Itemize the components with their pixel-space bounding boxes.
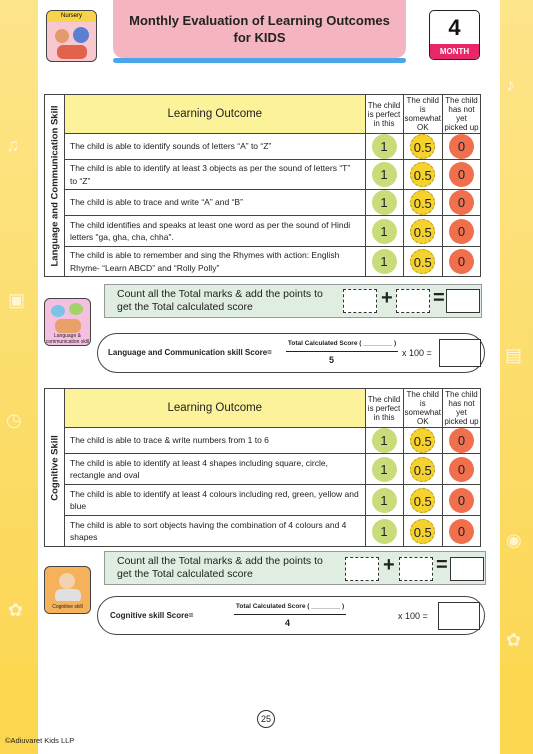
score-1-circle[interactable]: 1 bbox=[372, 162, 397, 187]
table-row bbox=[45, 247, 481, 277]
thumbnail-caption: Language & communication skill bbox=[45, 333, 90, 345]
month-number: 4 bbox=[448, 15, 461, 40]
score-0-circle[interactable]: 0 bbox=[449, 488, 474, 513]
music-note-icon: ♫ bbox=[6, 135, 20, 155]
score-0-circle[interactable]: 0 bbox=[449, 190, 474, 215]
month-label: MONTH bbox=[430, 44, 479, 59]
table-row bbox=[45, 190, 481, 216]
score-input-box-2[interactable] bbox=[399, 557, 433, 581]
thumbnail-caption: Cognitive skill bbox=[45, 601, 90, 613]
car-icon: ◉ bbox=[506, 530, 522, 550]
plus-sign: + bbox=[383, 554, 395, 576]
left-decorative-band bbox=[0, 0, 38, 754]
skill-side-label: Language and Communication Skill bbox=[45, 95, 65, 277]
language-score-formula bbox=[97, 333, 485, 373]
count-instruction-text: Count all the Total marks & add the points to get the Total calculated score bbox=[117, 555, 323, 580]
month-badge bbox=[429, 10, 480, 60]
score-half-circle[interactable]: 0.5 bbox=[410, 162, 435, 187]
table-row bbox=[45, 428, 481, 454]
score-half-circle[interactable]: 0.5 bbox=[410, 249, 435, 274]
score-0-circle[interactable]: 0 bbox=[449, 134, 474, 159]
score-1-circle[interactable]: 1 bbox=[372, 249, 397, 274]
formula-numerator: Total Calculated Score ( ________ ) bbox=[235, 603, 345, 610]
score-half-circle[interactable]: 0.5 bbox=[410, 519, 435, 544]
score-0-circle[interactable]: 0 bbox=[449, 457, 474, 482]
col-header-not-yet: The child has not yet picked up bbox=[444, 96, 479, 132]
flower-icon: ✿ bbox=[8, 600, 24, 620]
score-half-circle[interactable]: 0.5 bbox=[410, 488, 435, 513]
formula-multiplier: x 100 = bbox=[402, 348, 432, 358]
formula-label: Cognitive skill Score= bbox=[110, 611, 194, 620]
total-input-box[interactable] bbox=[446, 289, 480, 313]
score-input-box-1[interactable] bbox=[345, 557, 379, 581]
formula-denominator: 5 bbox=[329, 355, 335, 365]
score-1-circle[interactable]: 1 bbox=[372, 519, 397, 544]
learning-outcome-text: The child is able to remember and sing the Rhymes with action: English Rhyme- “Learn ABCD” and “Rolly Polly” bbox=[65, 247, 366, 277]
learning-outcome-text: The child is able to sort objects having the combination of 4 colours and 4 shapes bbox=[65, 516, 366, 547]
book-icon: ▤ bbox=[505, 345, 523, 365]
page-title bbox=[113, 12, 406, 46]
score-half-circle[interactable]: 0.5 bbox=[410, 428, 435, 453]
table-row bbox=[45, 485, 481, 516]
language-evaluation-table bbox=[44, 94, 481, 277]
col-header-not-yet: The child has not yet picked up bbox=[444, 390, 479, 426]
flower-icon: ✿ bbox=[506, 630, 522, 650]
score-1-circle[interactable]: 1 bbox=[372, 219, 397, 244]
score-1-circle[interactable]: 1 bbox=[372, 488, 397, 513]
table-row bbox=[45, 160, 481, 190]
col-header-perfect: The child is perfect in this bbox=[365, 389, 403, 428]
title-line-1: Monthly Evaluation of Learning Outcomes bbox=[129, 13, 390, 28]
score-0-circle[interactable]: 0 bbox=[449, 428, 474, 453]
learning-outcome-text: The child is able to identify at least 4 colours including red, green, yellow and blue bbox=[65, 485, 366, 516]
table-row bbox=[45, 134, 481, 160]
score-1-circle[interactable]: 1 bbox=[372, 134, 397, 159]
score-answer-box[interactable] bbox=[438, 602, 480, 630]
col-header-ok: The child is somewhat OK bbox=[404, 96, 441, 132]
col-header-perfect: The child is perfect in this bbox=[365, 95, 403, 134]
formula-label: Language and Communication skill Score= bbox=[108, 348, 272, 357]
score-1-circle[interactable]: 1 bbox=[372, 190, 397, 215]
score-0-circle[interactable]: 0 bbox=[449, 219, 474, 244]
cognitive-score-formula bbox=[97, 596, 485, 635]
table-header: Learning Outcome bbox=[65, 95, 366, 134]
learning-outcome-text: The child is able to identify at least 3 objects as per the sound of letters “T” to “Z” bbox=[65, 160, 366, 190]
formula-denominator: 4 bbox=[285, 618, 291, 628]
table-row bbox=[45, 454, 481, 485]
learning-outcome-text: The child is able to identify at least 4 shapes including square, circle, rectangle and oval bbox=[65, 454, 366, 485]
abc-block-icon: ▣ bbox=[8, 290, 26, 310]
score-half-circle[interactable]: 0.5 bbox=[410, 457, 435, 482]
music-note-icon: ♪ bbox=[506, 75, 515, 95]
cognitive-skill-thumbnail bbox=[44, 566, 91, 614]
clock-icon: ◷ bbox=[6, 410, 22, 430]
score-0-circle[interactable]: 0 bbox=[449, 162, 474, 187]
total-input-box[interactable] bbox=[450, 557, 484, 581]
learning-outcome-text: The child is able to identify sounds of letters “A” to “Z” bbox=[65, 134, 366, 160]
score-half-circle[interactable]: 0.5 bbox=[410, 219, 435, 244]
score-0-circle[interactable]: 0 bbox=[449, 519, 474, 544]
cognitive-evaluation-table bbox=[44, 388, 481, 547]
skill-side-label: Cognitive Skill bbox=[45, 389, 65, 547]
count-instruction-box bbox=[104, 284, 482, 318]
title-banner bbox=[113, 0, 406, 58]
score-0-circle[interactable]: 0 bbox=[449, 249, 474, 274]
score-answer-box[interactable] bbox=[439, 339, 481, 367]
score-1-circle[interactable]: 1 bbox=[372, 457, 397, 482]
formula-multiplier: x 100 = bbox=[398, 611, 428, 621]
nursery-label: Nursery bbox=[47, 11, 96, 22]
language-skill-thumbnail bbox=[44, 298, 91, 346]
copyright-text: ©Adiuvaret Kids LLP bbox=[5, 736, 75, 745]
count-instruction-box bbox=[104, 551, 486, 585]
page-number: 25 bbox=[257, 710, 275, 728]
learning-outcome-text: The child identifies and speaks at least one word as per the sound of Hindi letters "ga, gha, cha, chha". bbox=[65, 216, 366, 247]
score-half-circle[interactable]: 0.5 bbox=[410, 134, 435, 159]
table-row bbox=[45, 216, 481, 247]
score-input-box-2[interactable] bbox=[396, 289, 430, 313]
score-half-circle[interactable]: 0.5 bbox=[410, 190, 435, 215]
equals-sign: = bbox=[436, 554, 448, 576]
table-header: Learning Outcome bbox=[65, 389, 366, 428]
score-input-box-1[interactable] bbox=[343, 289, 377, 313]
table-row bbox=[45, 516, 481, 547]
learning-outcome-text: The child is able to trace & write numbers from 1 to 6 bbox=[65, 428, 366, 454]
plus-sign: + bbox=[381, 287, 393, 309]
score-1-circle[interactable]: 1 bbox=[372, 428, 397, 453]
nursery-thumbnail bbox=[46, 10, 97, 62]
learning-outcome-text: The child is able to trace and write “A” and “B” bbox=[65, 190, 366, 216]
formula-numerator: Total Calculated Score ( ________ ) bbox=[287, 340, 397, 347]
col-header-ok: The child is somewhat OK bbox=[404, 390, 441, 426]
count-instruction-text: Count all the Total marks & add the points to get the Total calculated score bbox=[117, 288, 323, 313]
equals-sign: = bbox=[433, 287, 445, 309]
title-line-2: for KIDS bbox=[233, 30, 286, 45]
